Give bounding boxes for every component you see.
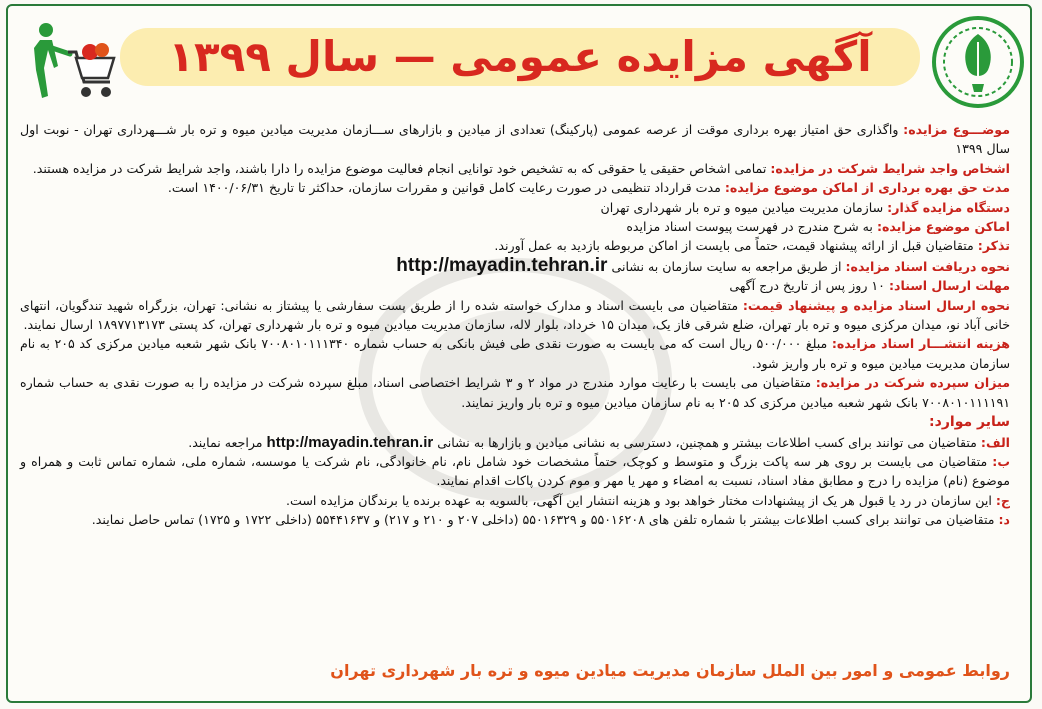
item-organizer: دستگاه مزایده گذار: سازمان مدیریت میادین میوه و تره بار شهرداری تهران xyxy=(600,199,1010,215)
header xyxy=(0,0,1042,118)
other-section-heading: سایر موارد: xyxy=(929,414,1010,431)
item-note: تذکر: متقاضیان قبل از ارائه پیشنهاد قیمت، حتماً می بایست از اماکن مربوطه بازدید به عمل آورند. xyxy=(494,238,1010,254)
other-item-b: ب: متقاضیان می بایست بر روی هر سه پاکت بزرگ و متوسط و کوچک، حتماً مشخصات خود شامل نام، نام خانوادگی، نام شرکت یا موسسه، شماره ملی، شماره تماس ثابت و همراه و موضوع (نام) مزایده را درج و مطابق مفاد اسناد، نسبت به امضاء و مهر یا مهر و موم کردن پاکات اقدام نمایند. xyxy=(20,453,1010,489)
item-deadline: مهلت ارسال اسناد: ۱۰ روز پس از تاریخ درج آگهی xyxy=(729,278,1010,294)
shopping-cart-man-icon xyxy=(18,18,118,110)
item-deposit: میزان سپرده شرکت در مزایده: متقاضیان می بایست با رعایت موارد مندرج در مواد ۲ و ۳ شرایط اختصاصی اسناد، مبلغ سپرده شرکت در مزایده را به صورت نقدی به حساب شماره ۷۰۰۸۰۱۰۱۱۱۱۹۱ بانک شهر شعبه میادین مرکزی کد ۲۰۵ به نام سازمان میادین میوه و تره بار واریز نمایند. xyxy=(20,375,1011,410)
website-link[interactable]: http://mayadin.tehran.ir xyxy=(396,254,608,276)
other-item-a: الف: متقاضیان می توانند برای کسب اطلاعات بیشتر و همچنین، دسترسی به نشانی میادین و بازارها به نشانی http://mayadin.tehran.ir مراجعه نمایند. xyxy=(188,433,1010,451)
item-locations: اماکن موضوع مزایده: به شرح مندرج در فهرست پیوست اسناد مزایده xyxy=(626,219,1010,235)
other-item-c: ج: این سازمان در رد یا قبول هر یک از پیشنهادات مختار خواهد بود و هزینه انتشار این آگهی، بالسویه به عهده برنده یا برندگان مزایده است. xyxy=(285,492,1010,508)
page-title: آگهی مزایده عمومی — سال ۱۳۹۹ xyxy=(168,32,872,81)
municipality-emblem-icon xyxy=(928,12,1028,112)
item-documents: نحوه دریافت اسناد مزایده: از طریق مراجعه به سایت سازمان به نشانی http://mayadin.tehran.ir xyxy=(396,254,1010,276)
item-subject: موضـــوع مزایده: واگذاری حق امتیاز بهره برداری موقت از عرصه عمومی (پارکینگ) تعدادی از میادین و بازارهای ســـازمان مدیریت میادین میوه و تره بار شـــهرداری تهران - نوبت اول سال ۱۳۹۹ xyxy=(20,122,1010,157)
item-duration: مدت حق بهره برداری از اماکن موضوع مزایده: مدت قرارداد تنظیمی در صورت رعایت کامل قوانین و مقررات سازمان، حداکثر تا تاریخ ۱۴۰۰/۰۶/۳۱ است. xyxy=(167,180,1010,196)
item-submission: نحوه ارسال اسناد مزایده و پیشنهاد قیمت: متقاضیان می بایست اسناد و مدارک خواسته شده را از طریق پست سفارشی یا پیشتاز به نشانی: تهران، بزرگراه شهید تندگویان، انتهای خانی آباد نو، میدان مرکزی میوه و تره بار تهران، ضلع شرقی فاز یک، میدان ۱۵ خرداد، بلوار لاله، سازمان مدیریت میادین میوه و تره بار شهرداری تهران، کد پستی ۱۸۹۷۷۱۳۱۷۳ ارسال نمایند. xyxy=(20,297,1011,333)
footer-signature: روابط عمومی و امور بین الملل سازمان مدیریت میادین میوه و تره بار شهرداری تهران xyxy=(330,661,1010,680)
item-eligibility: اشخاص واجد شرایط شرکت در مزایده: تمامی اشخاص حقیقی یا حقوقی که به تشخیص خود توانایی انجام فعالیت موضوع مزایده را دارا باشند، واجد شرایط شرکت در مزایده هستند. xyxy=(32,160,1010,176)
website-link-2[interactable]: http://mayadin.tehran.ir xyxy=(266,433,434,451)
other-item-d: د: متقاضیان می توانند برای کسب اطلاعات بیشتر با شماره تلفن های ۵۵۰۱۶۲۰۸ و ۵۵۰۱۶۳۲۹ (داخلی ۲۰۷ و ۲۱۰ و ۲۱۷) و ۵۵۴۴۱۶۳۷ (داخلی ۱۷۲۲ و ۱۷۲۵) تماس حاصل نمایند. xyxy=(91,512,1010,528)
item-publication-cost: هزینه انتشـــار اسناد مزایده: مبلغ ۵۰۰/۰۰۰ ریال است که می بایست به صورت نقدی طی فیش بانکی به حساب شماره ۷۰۰۸۰۱۰۱۱۱۳۴۰ بانک شهر شعبه میادین مرکزی کد ۲۰۵ به نام سازمان مدیریت میادین میوه و تره بار واریز شود. xyxy=(20,336,1011,371)
advertisement-body xyxy=(20,120,1010,530)
